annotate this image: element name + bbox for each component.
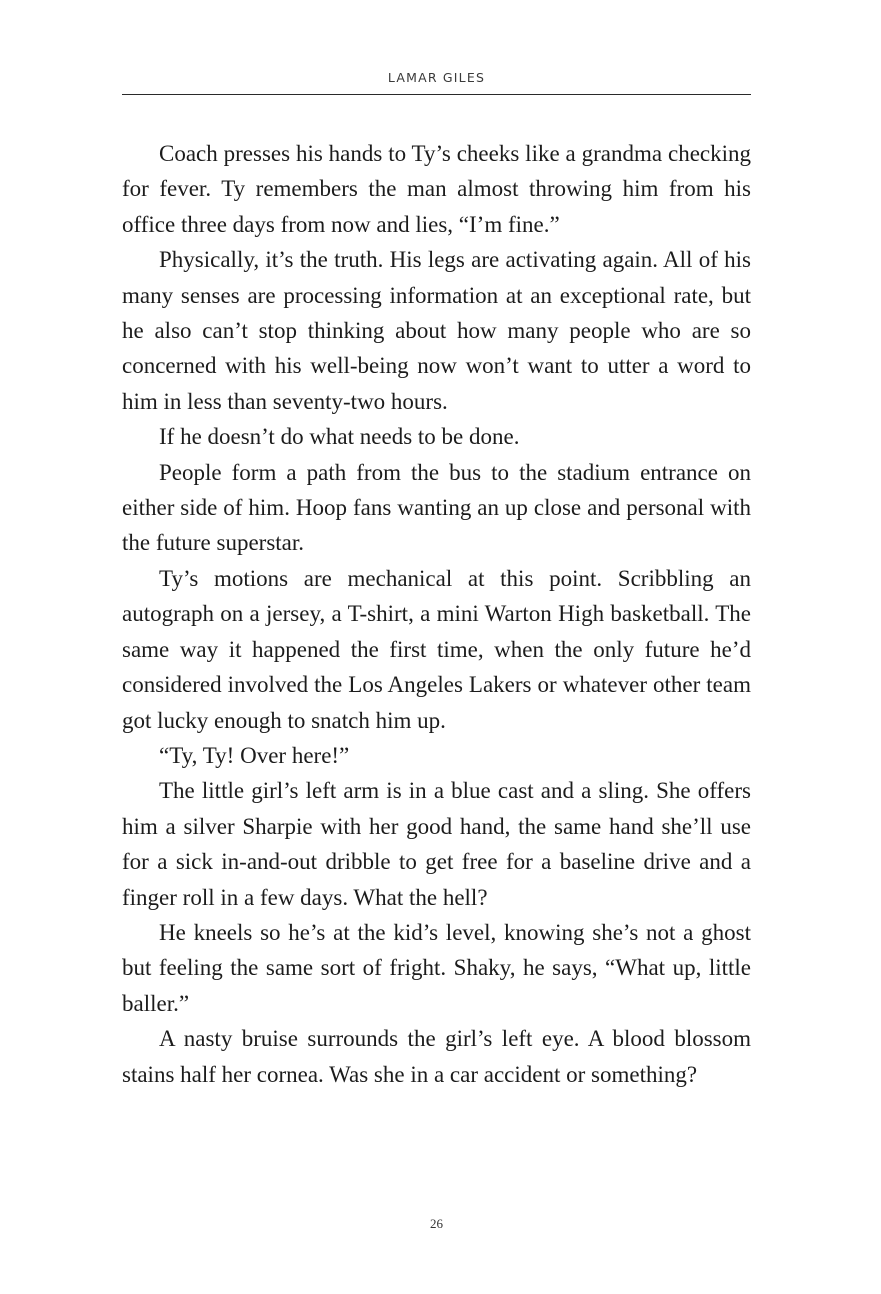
page-number: 26 xyxy=(430,1216,443,1231)
paragraph: Ty’s motions are mechanical at this point. Scribbling an autograph on a jersey, a T-shirt, a mini Warton High basketball. The same way it happened the first time, when the only future he’d considered involved the Los Angeles Lakers or whatever other team got lucky enough to snatch him up. xyxy=(122,565,751,733)
paragraph: People form a path from the bus to the stadium entrance on either side of him. Hoop fans wanting an up close and personal with the future superstar. xyxy=(122,459,751,556)
paragraph: He kneels so he’s at the kid’s level, knowing she’s not a ghost but feeling the same sort of fright. Shaky, he says, “What up, little baller.” xyxy=(122,919,751,1016)
header-rule xyxy=(122,94,751,95)
paragraph: Coach presses his hands to Ty’s cheeks like a grandma checking for fever. Ty remembers the man almost throwing him from his office three days from now and lies, “I’m fine.” xyxy=(122,141,751,237)
paragraph: The little girl’s left arm is in a blue cast and a sling. She offers him a silver Sharpie with her good hand, the same hand she’ll use for a sick in-and-out dribble to get free for a baseline drive and a finger roll in a few days. What the hell? xyxy=(122,778,751,910)
body-text xyxy=(122,136,751,1092)
paragraph: “Ty, Ty! Over here!” xyxy=(159,742,350,768)
paragraph: Physically, it’s the truth. His legs are activating again. All of his many senses are processing information at an exceptional rate, but he also can’t stop thinking about how many people who are so concerned with his well-being now won’t want to utter a word to him in less than seventy-two hours. xyxy=(122,247,751,414)
running-head: LAMAR GILES xyxy=(387,70,486,85)
paragraph: A nasty bruise surrounds the girl’s left eye. A blood blossom stains half her cornea. Was she in a car accident or something? xyxy=(122,1026,751,1087)
paragraph: If he doesn’t do what needs to be done. xyxy=(159,424,520,450)
